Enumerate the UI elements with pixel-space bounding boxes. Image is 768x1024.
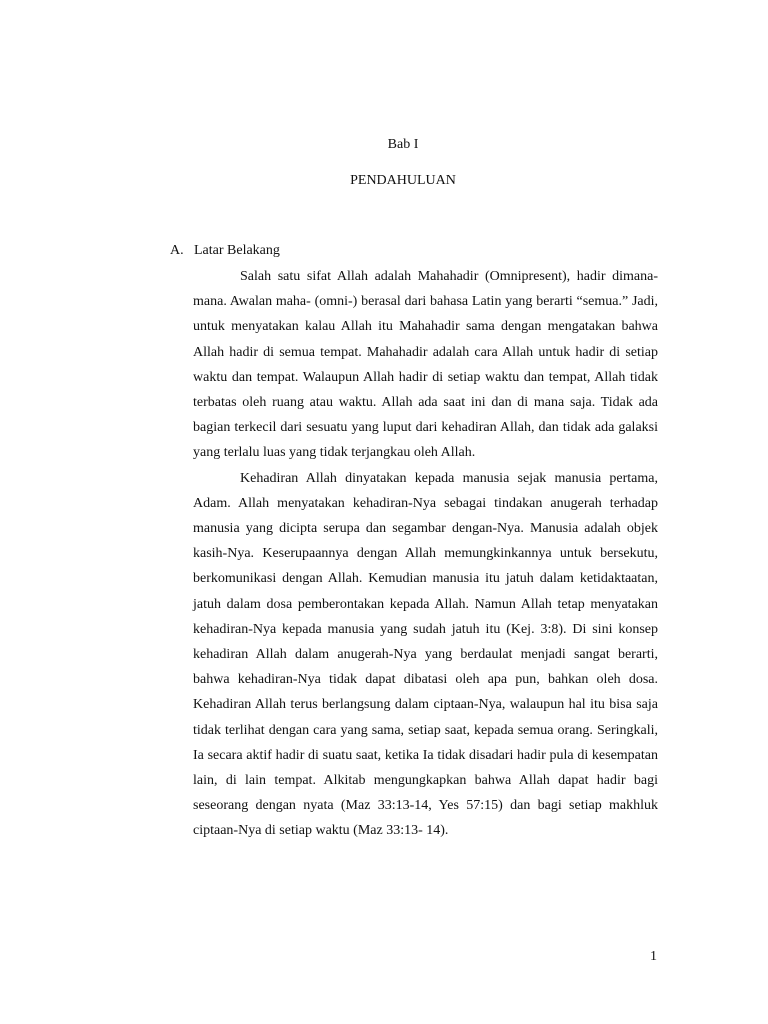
paragraph-1: Salah satu sifat Allah adalah Mahahadir (Omnipresent), hadir dimana-mana. Awalan maha- (omni-) berasal dari bahasa Latin yang berarti “semua.” Jadi, untuk menyatakan kalau Allah itu Mahahadir sama dengan mengatakan bahwa Allah hadir di semua tempat. Mahahadir adalah cara Allah untuk hadir di setiap waktu dan tempat. Walaupun Allah hadir di setiap waktu dan tempat, Allah tidak terbatas oleh ruang atau waktu. Allah ada saat ini dan di mana saja. Tidak ada bagian terkecil dari sesuatu yang luput dari kehadiran Allah, dan tidak ada galaksi yang terlalu luas yang tidak terjangkau oleh Allah.	[193, 269, 658, 461]
paragraph-2: Kehadiran Allah dinyatakan kepada manusia sejak manusia pertama, Adam. Allah menyatakan kehadiran-Nya sebagai tindakan anugerah terhadap manusia yang dicipta serupa dan segambar dengan-Nya. Manusia adalah objek kasih-Nya. Keserupaannya dengan Allah memungkinkannya untuk bersekutu, berkomunikasi dengan Allah. Kemudian manusia itu jatuh dalam ketidaktaatan, jatuh dalam dosa pemberontakan kepada Allah. Namun Allah tetap menyatakan kehadiran-Nya kepada manusia yang sudah jatuh itu (Kej. 3:8). Di sini konsep kehadiran Allah dalam anugerah-Nya yang berdaulat menjadi sangat berarti, bahwa kehadiran-Nya tidak dapat dibatasi oleh apa pun, bahkan oleh dosa. Kehadiran Allah terus berlangsung dalam ciptaan-Nya, walaupun hal itu bisa saja tidak terlihat dengan cara yang sama, setiap saat, kepada semua orang. Seringkali, Ia secara aktif hadir di suatu saat, ketika Ia tidak disadari hadir pula di kesempatan lain, di lain tempat. Alkitab mengungkapkan bahwa Allah dapat hadir bagi seseorang dengan nyata (Maz 33:13-14, Yes 57:15) dan bagi setiap makhluk ciptaan-Nya di setiap waktu (Maz 33:13- 14).	[193, 470, 658, 839]
section-marker: A.	[170, 243, 184, 258]
chapter-label: Bab I	[387, 137, 419, 152]
section-heading	[170, 241, 280, 261]
section-title: Latar Belakang	[194, 243, 280, 258]
chapter-title: PENDAHULUAN	[350, 173, 456, 188]
section-body	[193, 264, 658, 844]
page-number: 1	[650, 949, 657, 964]
